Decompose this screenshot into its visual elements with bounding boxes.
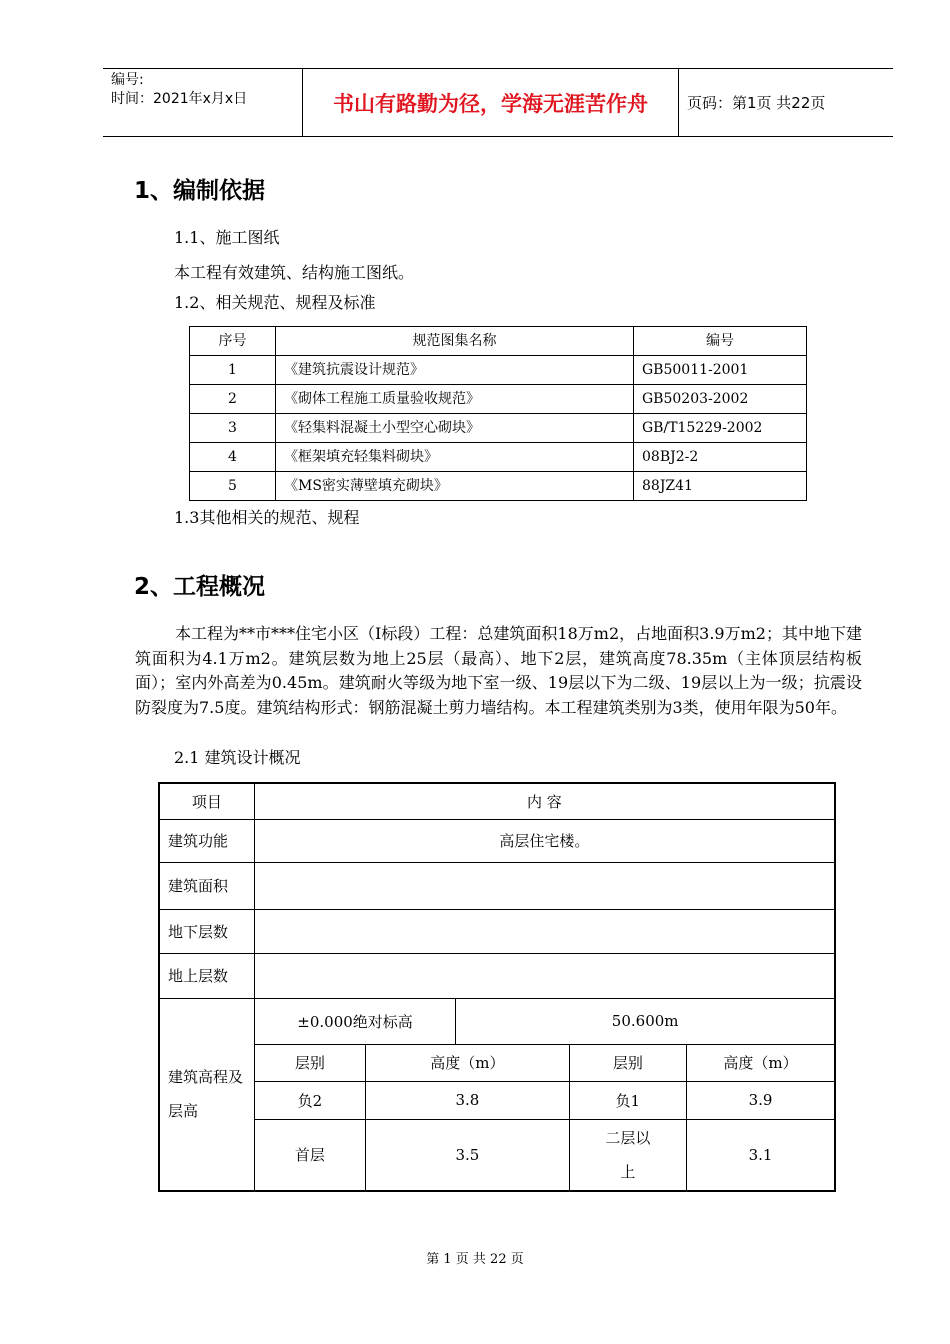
table-cell: 08BJ2-2: [634, 443, 807, 472]
table-row: [190, 356, 807, 385]
table-row: [159, 819, 835, 862]
table-cell: 《轻集料混凝土小型空心砌块》: [276, 414, 634, 443]
height-cell: 3.1: [686, 1119, 835, 1191]
table-cell: 《框架填充轻集料砌块》: [276, 443, 634, 472]
table-cell: 3: [190, 414, 276, 443]
date-label: 时间：2021年x月x日: [111, 91, 248, 107]
number-label: 编号:: [111, 72, 144, 88]
table-header-row: [159, 783, 835, 819]
table-cell: 2: [190, 385, 276, 414]
table-row: [190, 443, 807, 472]
section1-sub3: 1.3其他相关的规范、规程: [174, 508, 360, 527]
height-cell: 3.9: [686, 1081, 835, 1119]
floor-cell: 负1: [569, 1081, 686, 1119]
function-value: 高层住宅楼。: [254, 819, 835, 862]
elevation-label: 建筑高程及层高: [159, 998, 254, 1191]
header-page-info: 页码：第1页 共22页: [687, 94, 826, 112]
project-overview-paragraph: [135, 622, 862, 720]
table-cell: 《建筑抗震设计规范》: [276, 356, 634, 385]
section1-sub2: 1.2、相关规范、规程及标准: [174, 293, 376, 312]
section1-sub1: 1.1、施工图纸: [174, 228, 280, 247]
table-header-cell: 规范图集名称: [276, 327, 634, 356]
table-cell: 5: [190, 472, 276, 501]
standards-table: [189, 326, 807, 501]
floor-col-header: 层别: [254, 1044, 365, 1081]
above-label: 地上层数: [159, 953, 254, 998]
section1-heading: 1、编制依据: [134, 178, 266, 204]
area-value: [254, 862, 835, 909]
section2-sub1: 2.1 建筑设计概况: [174, 748, 301, 767]
table-cell: 1: [190, 356, 276, 385]
table-row: [159, 862, 835, 909]
table-row: [190, 414, 807, 443]
floor-cell: 首层: [254, 1119, 365, 1191]
height-col-header: 高度（m）: [686, 1044, 835, 1081]
floor-col-header: 层别: [569, 1044, 686, 1081]
section2-heading: 2、工程概况: [134, 574, 266, 600]
table-row: [159, 1044, 835, 1081]
page-header: [103, 68, 893, 137]
table-cell: 《砌体工程施工质量验收规范》: [276, 385, 634, 414]
table-row: [159, 1081, 835, 1119]
abs-elevation-label: ±0.000绝对标高: [254, 998, 456, 1044]
table-cell: 4: [190, 443, 276, 472]
basement-value: [254, 909, 835, 953]
table-header-cell: 编号: [634, 327, 807, 356]
floor-cell: 二层以上: [569, 1119, 686, 1191]
table-header-row: [190, 327, 807, 356]
area-label: 建筑面积: [159, 862, 254, 909]
table-cell: GB/T15229-2002: [634, 414, 807, 443]
design-overview-table: [158, 782, 836, 1192]
abs-elevation-value: 50.600m: [456, 998, 835, 1044]
table-cell: GB50011-2001: [634, 356, 807, 385]
table-row: [159, 953, 835, 998]
table-row: [159, 998, 835, 1044]
table-row: [159, 1119, 835, 1191]
overview-text: 本工程为**市***住宅小区（Ⅰ标段）工程：总建筑面积18万m2，占地面积3.9万m2；其中地下建筑面积为4.1万m2。建筑层数为地上25层（最高）、地下2层，建筑高度78.35m（主体顶层结构板面）；室内外高差为0.45m。建筑耐火等级为地下室一级、19层以下为二级、19层以上为一级；抗震设防裂度为7.5度。建筑结构形式：钢筋混凝土剪力墙结构。本工程建筑类别为3类，使用年限为50年。: [135, 624, 862, 717]
above-value: [254, 953, 835, 998]
col-content-header: 内 容: [254, 783, 835, 819]
basement-label: 地下层数: [159, 909, 254, 953]
function-label: 建筑功能: [159, 819, 254, 862]
table-row: [190, 472, 807, 501]
height-cell: 3.8: [366, 1081, 570, 1119]
height-col-header: 高度（m）: [366, 1044, 570, 1081]
table-row: [159, 909, 835, 953]
table-row: [190, 385, 807, 414]
section1-sub1-text: 本工程有效建筑、结构施工图纸。: [174, 263, 415, 282]
table-cell: 《MS密实薄壁填充砌块》: [276, 472, 634, 501]
header-motto: 书山有路勤为径，学海无涯苦作舟: [303, 69, 679, 136]
page-footer: 第 1 页 共 22 页: [426, 1252, 524, 1267]
height-cell: 3.5: [366, 1119, 570, 1191]
table-cell: GB50203-2002: [634, 385, 807, 414]
floor-cell: 负2: [254, 1081, 365, 1119]
col-item-header: 项目: [159, 783, 254, 819]
table-header-cell: 序号: [190, 327, 276, 356]
header-meta: [103, 69, 303, 136]
table-cell: 88JZ41: [634, 472, 807, 501]
